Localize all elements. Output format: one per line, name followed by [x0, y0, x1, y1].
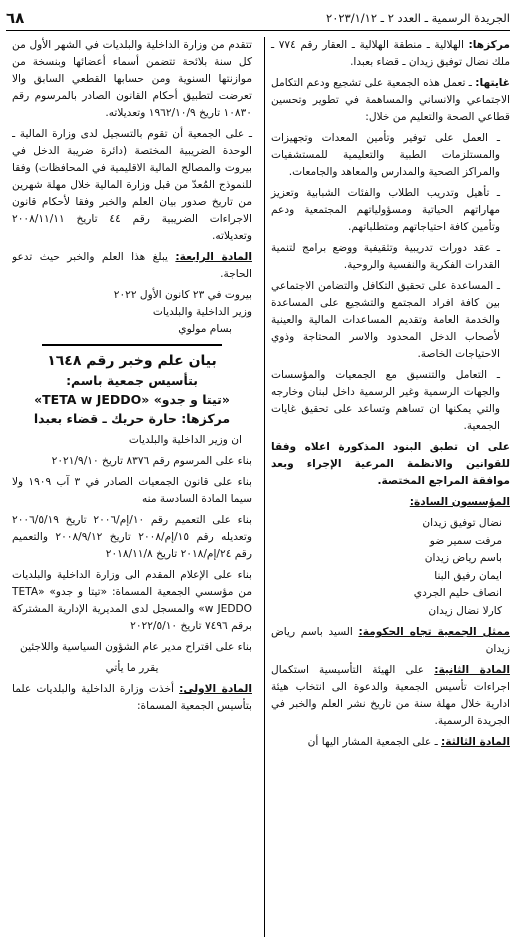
page-header — [6, 6, 510, 31]
notice-title: بيان علم وخبر رقم ١٦٤٨ — [47, 353, 217, 369]
founders-label: المؤسسون السادة: — [409, 496, 510, 508]
decision-line: يقرر ما يأتي — [105, 662, 159, 674]
rep-label: ممثل الجمعية تجاه الحكومة: — [358, 626, 510, 638]
goals-text: ـ تعمل هذه الجمعية على تشجيع ودعم التكامل الاجتماعي والانساني والمساهمة في تطوير وتحسين قطاعي الصحة والتعليم من خلال: — [271, 77, 510, 123]
founder-name: كارلا نضال زيدان — [428, 604, 502, 617]
goals-label: غايتها: — [475, 77, 510, 89]
goals-paragraph — [271, 75, 510, 126]
minister-name: بسام مولوي — [178, 323, 232, 335]
goal-item: ـ عقد دورات تدريبية وتثقيفية ووضع برامج لتنمية القدرات الفكرية والنفسية والروحية. — [271, 242, 500, 271]
article-1 — [12, 681, 252, 715]
minister-title: وزير الداخلية والبلديات — [152, 306, 252, 318]
article-1-label: المادة الاولى: — [179, 683, 252, 695]
left-column — [12, 37, 258, 937]
article-4-label: المادة الرابعة: — [175, 251, 252, 263]
article-4-text: يبلغ هذا العلم والخبر حيث تدعو الحاجة. — [12, 251, 252, 280]
date-line: بيروت في ٢٣ كانون الأول ٢٠٢٢ — [113, 289, 252, 301]
goal-item: ـ تأهيل وتدريب الطلاب والفئات الشبابية وتعزيز مهاراتهم الحياتية ومسؤولياتهم المجتمعية ودعم وتأمين كافة احتياجاتهم ومتطلباتهم. — [271, 187, 500, 233]
notice-subtitle: بتأسيس جمعية باسم: — [66, 373, 198, 388]
founder-name: ايمان رفيق البنا — [434, 569, 502, 582]
article-2-text: على الهيئة التأسيسية استكمال اجراءات تأسيس الجمعية والدعوة الى انتخاب هيئة ادارية خلال مهلة سنة من تاريخ نشر العلم والخبر في الجريدة الرسمية. — [271, 664, 510, 727]
association-name: «تيتا و جدو» «TETA w JEDDO» — [34, 392, 230, 407]
intro-line: ان وزير الداخلية والبلديات — [128, 434, 242, 446]
goal-item: ـ العمل على توفير وتأمين المعدات وتجهيزات والمستلزمات الطبية والتعليمية للمستشفيات والمراكز الصحية والمدارس والمعاهد والجامعات. — [271, 132, 500, 178]
rep-paragraph — [271, 624, 510, 658]
signature-block — [12, 287, 252, 338]
columns — [6, 37, 510, 937]
goal-item: ـ المساعدة على تحقيق التكافل والتضامن الاجتماعي بين كافة افراد المجتمع والتشجيع على المساعدة والخدمة العامة وتقديم المساعدات المالية والعينية لأصحاب الدخل المحدود والاسر المحتاجة وذوي الاحتياجات الخاصة. — [271, 280, 500, 360]
article-4 — [12, 249, 252, 283]
article-2 — [271, 662, 510, 730]
founder-name: باسم رياض زيدان — [424, 552, 502, 564]
location-text: الهلالية ـ منطقة الهلالية ـ العقار رقم ٧٧٤ ـ ملك نضال توفيق زيدان ـ قضاء بعبدا. — [271, 39, 510, 68]
article-3-label: المادة الثالثة: — [441, 736, 510, 748]
section-divider — [42, 344, 222, 346]
location-label: مركزها: — [468, 39, 510, 51]
recital: بناء على قانون الجمعيات الصادر في ٣ آب ١٩٠٩ ولا سيما المادة السادسة منه — [12, 476, 252, 505]
running-title: الجريدة الرسمية ـ العدد ٢ ـ ٢٠٢٣/١/١٢ — [326, 11, 510, 25]
goal-item: ـ التعامل والتنسيق مع الجمعيات والمؤسسات والجهات الرسمية وغير الرسمية داخل لبنان وخارجه والتي يمكنها ان تساهم وتساعد على تحقيق غايات الجمعية. — [271, 369, 500, 432]
founder-name: انصاف حليم الجردي — [413, 587, 502, 599]
article-2-label: المادة الثانية: — [434, 664, 510, 676]
founder-name: نضال توفيق زيدان — [422, 517, 502, 529]
founders-list — [271, 515, 510, 620]
continuation-text: تتقدم من وزارة الداخلية والبلديات في الشهر الأول من كل سنة بلائحة تتضمن أسماء أعضائها وبنسخة من موازنتها السنوية ومن حسابها القطعي السابق والا تعرضت لتطبيق أحكام القانون الصادر بالمرسوم رقم ١٠٨٣٠ تاريخ ١٩٦٢/١٠/٩ وتعديلاته. — [12, 39, 252, 119]
rep-text: السيد باسم رياض زيدان — [271, 626, 510, 655]
right-column — [264, 37, 510, 937]
recital: بناء على المرسوم رقم ٨٣٧٦ تاريخ ٢٠٢١/٩/١٠ — [51, 455, 252, 467]
recital: بناء على التعميم رقم ١٠/إم/٢٠٠٦ تاريخ ٢٠٠٦/٥/١٩ وتعديله رقم ١٥/إم/٢٠٠٨ تاريخ ٢٠٠٨/٩/١٢ والتعميم رقم ٢٤/إم/٢٠١٨ تاريخ ٢٠١٨/١١/٨ — [12, 514, 252, 560]
article-1-text: أخذت وزارة الداخلية والبلديات علما بتأسيس الجمعية المسماة: — [12, 683, 252, 712]
association-hq: مركزها: حارة حريك ـ قضاء بعبدا — [33, 411, 231, 426]
location-paragraph — [271, 37, 510, 71]
article-3-text: ـ على الجمعية المشار اليها أن — [307, 736, 438, 748]
recital: بناء على اقتراح مدير عام الشؤون السياسية واللاجئين — [20, 641, 252, 653]
tax-registration-text: ـ على الجمعية أن تقوم بالتسجيل لدى وزارة المالية ـ الوحدة الضريبية المختصة (دائرة ضريبة الدخل في بيروت والمصالح المالية الاقليمية في المحافظات) وفقا للنموذج المُعدّ من قبل وزارة المالية خلال مهلة شهرين من تاريخ صدور بيان العلم والخبر وفقا لأحكام قانون الاجراءات الضريبية رقم ٤٤ تاريخ ٢٠٠٨/١١/١١ وتعديلاته. — [12, 128, 252, 242]
article-3 — [271, 734, 510, 751]
recital: بناء على الإعلام المقدم الى وزارة الداخلية والبلديات من مؤسسي الجمعية المسماة: «تيتا و جدو» «TETA w JEDDO» والمسجل لدى المديرية الإدارية المشتركة برقم ٧٤٩٦ تاريخ ٢٠٢٢/٥/١٠ — [12, 569, 252, 632]
page-number: ٦٨ — [6, 9, 25, 27]
founder-name: مرفت سمير ضو — [429, 534, 502, 547]
condition-text: على ان تطبق البنود المذكورة اعلاه وفقا للقوانين والانظمة المرعية الإجراء وبعد موافقة المراجع المختصة. — [271, 441, 510, 487]
